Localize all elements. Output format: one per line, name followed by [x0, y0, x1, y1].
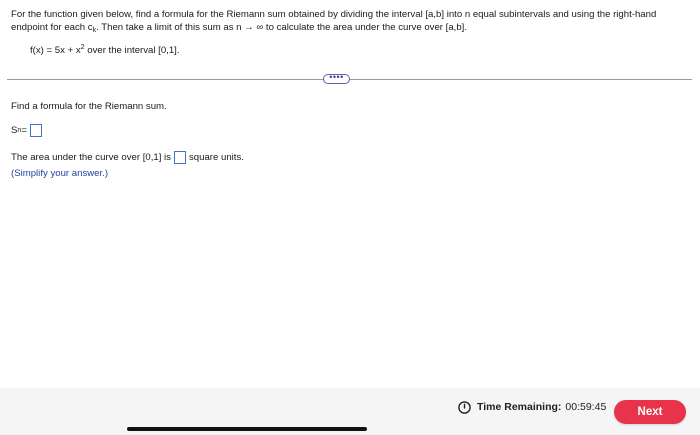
expand-ellipsis-button[interactable]	[323, 74, 350, 84]
problem-line-1: For the function given below, find a formula for the Riemann sum obtained by dividing the interval [a,b] into n equal subintervals and using the right-hand	[11, 9, 657, 20]
area-units: square units.	[188, 152, 244, 163]
clock-icon	[458, 401, 471, 414]
subscript-k: k	[92, 27, 97, 34]
sn-symbol: S	[11, 125, 18, 136]
ellipsis-icon: ••••	[329, 74, 344, 82]
timer	[458, 399, 606, 415]
timer-label: Time Remaining:	[477, 401, 562, 413]
home-indicator[interactable]	[127, 427, 367, 431]
exponent: 2	[80, 44, 85, 51]
area-prompt: The area under the curve over [0,1] is	[11, 152, 171, 163]
timer-value: 00:59:45	[565, 401, 607, 413]
question-prompt: Find a formula for the Riemann sum.	[11, 101, 167, 112]
riemann-sum-row: S n =	[11, 124, 42, 137]
problem-statement	[11, 8, 691, 34]
function-definition	[30, 45, 179, 56]
simplify-hint: (Simplify your answer.)	[11, 168, 109, 179]
sn-equals: =	[21, 125, 27, 136]
next-button[interactable]: Next	[614, 400, 686, 424]
area-row	[11, 151, 244, 164]
riemann-sum-answer-input[interactable]	[30, 124, 42, 137]
area-answer-input[interactable]	[174, 151, 186, 164]
function-interval: over the interval [0,1].	[84, 45, 180, 56]
function-expression: f(x) = 5x + x	[30, 45, 81, 56]
problem-line-2b: . Then take a limit of this sum as n → ∞ to calculate the area under the curve over [a,b].	[96, 22, 467, 33]
problem-line-2a: endpoint for each c	[11, 22, 93, 33]
